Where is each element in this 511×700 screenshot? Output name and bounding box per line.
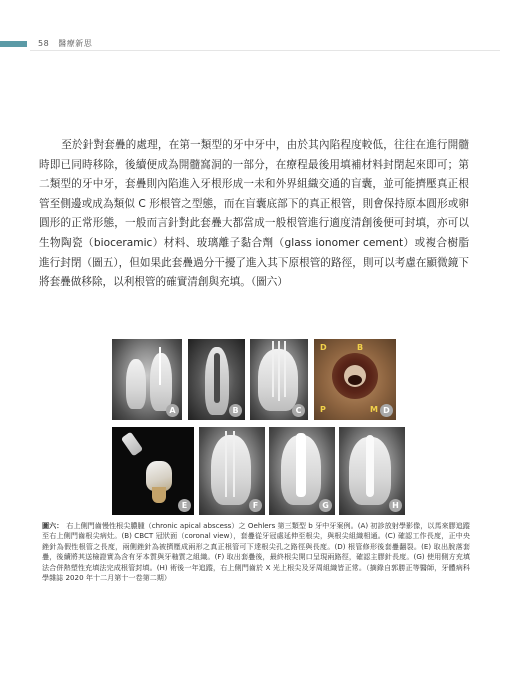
panel-label-f: F [249,499,262,512]
section-title: 醫療新思 [58,39,93,48]
figure-panel-h [339,427,405,515]
d-marker-m: M [370,405,378,414]
header-accent-bar [0,41,27,47]
header-divider [30,50,500,51]
figure-panel-c [250,339,308,420]
panel-label-d: D [380,404,393,417]
d-marker-b: B [357,343,364,352]
d-marker-d: D [320,343,327,352]
panel-label-h: H [389,499,402,512]
figure-panel-b [188,339,245,420]
figure-panel-a [112,339,182,420]
caption-text: 右上側門齒慢性根尖膿腫（chronic apical abscess）之 Oehlers 第三類型 b 牙中牙案例。(A) 初診放射學影像，以馬來膠追蹤至右上側門齒根尖病灶。(B) CBCT 冠狀面（coronal view），套疊從牙冠處延伸至根尖，與根尖組織相通。(C) 確認工作長度，正中央銼針為假性根管之長度，兩側銼針為被擠壓成兩形之真正根管可下達根尖孔之路徑與長度。(D) 根管修形後套疊翻裂。(E) 取出脫落套疊，後續將其送檢證實為含有牙本質與牙釉質之組織。(F) 取出套疊後，最終根尖開口呈現兩路徑，確認主膠針長度。(G) 使用側方充填法合併熱塑性充填法完成根管封填。(H) 術後一年追蹤，右上側門齒於 X 光上根尖及牙周組織皆正常。（摘錄自郭勝正等醫師，牙體病科學雜誌 2020 年十二月第十一卷第二期） [42,521,470,583]
panel-label-a: A [166,404,179,417]
caption-label: 圖六： [42,521,64,530]
running-header [38,38,92,49]
figure-panel-d [314,339,396,420]
panel-label-c: C [292,404,305,417]
body-text [39,136,469,293]
body-paragraph: 至於針對套疊的處理，在第一類型的牙中牙中，由於其內陷程度較低，往往在進行開髓時即已同時移除，後續便成為開髓窩洞的一部分，在療程最後用填補材料封閉起來即可；第二類型的牙中牙，套疊則內陷進入牙根形成一未和外界組織交通的盲囊，並可能擠壓真正根管至側邊或成為類似 C 形根管之型態，而在盲囊底部下的真正根管，則會保持原本圓形或卵圓形的正常形態，一般而言針對此套疊大都當成一般根管進行適度清創後便可封填，亦可以生物陶瓷（bioceramic）材料、玻璃離子黏合劑（glass ionomer cement）或複合樹脂進行封閉（圖五），但如果此套疊過分干擾了進入其下原根管的路徑，則可以考慮在顯微鏡下將套疊做移除，以利根管的確實清創與充填。（圖六） [39,139,469,289]
figure-panel-g [269,427,335,515]
d-marker-p: P [320,405,326,414]
page-number: 58 [38,39,50,48]
panel-label-b: B [229,404,242,417]
panel-label-g: G [319,499,332,512]
figure-panel-e [112,427,194,515]
figure-caption [42,521,470,583]
figure-panel-f [199,427,265,515]
panel-label-e: E [178,499,191,512]
